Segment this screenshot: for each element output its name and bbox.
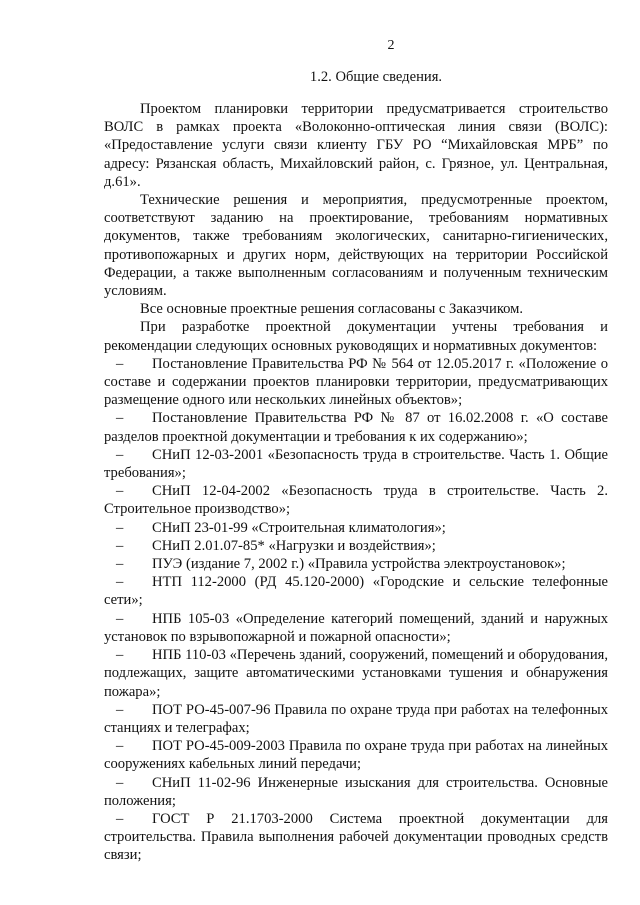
- list-item-text: НТП 112-2000 (РД 45.120-2000) «Городские и сельские телефонные сети»;: [104, 574, 608, 609]
- list-item-text: СНиП 23-01-99 «Строительная климатология»;: [152, 519, 446, 536]
- paragraph-regulations-intro: При разработке проектной документации учтены требования и рекомендации следующих основных руководящих и нормативных документов:: [104, 319, 608, 354]
- dash-marker: –: [116, 519, 124, 536]
- list-item: [104, 555, 608, 573]
- list-item-text: СНиП 11-02-96 Инженерные изыскания для строительства. Основные положения;: [104, 774, 608, 809]
- list-item: [104, 810, 608, 865]
- list-item-text: Постановление Правительства РФ № 87 от 16.02.2008 г. «О составе разделов проектной документации и требования к их содержанию»;: [104, 410, 608, 445]
- paragraph-customer-approval: Все основные проектные решения согласованы с Заказчиком.: [140, 301, 524, 318]
- dash-marker: –: [116, 647, 124, 664]
- section-heading: 1.2. Общие сведения.: [309, 69, 443, 85]
- list-item: [104, 482, 608, 518]
- paragraph-technical-solutions: Технические решения и мероприятия, предусмотренные проектом, соответствуют заданию на проектирование, требованиям нормативных документов, также требованиям экологических, санитарно-гигиенических, противопожарных и других норм, действующих на территории Российской Федерации, а также выполненным согласованиям и полученным техническим условиям.: [104, 192, 608, 300]
- dash-marker: –: [116, 355, 124, 372]
- regulations-list: [104, 355, 608, 865]
- list-item-text: СНиП 12-03-2001 «Безопасность труда в строительстве. Часть 1. Общие требования»;: [104, 446, 608, 482]
- list-item: [104, 646, 608, 701]
- dash-marker: –: [116, 610, 124, 627]
- dash-marker: –: [116, 446, 124, 463]
- list-item: [104, 355, 608, 410]
- list-item-text: ПУЭ (издание 7, 2002 г.) «Правила устройства электроустановок»;: [152, 556, 566, 573]
- list-item: [104, 409, 608, 445]
- paragraph-project-scope: Проектом планировки территории предусматривается строительство ВОЛС в рамках проекта «Волоконно-оптическая линия связи (ВОЛС): «Предоставление услуги связи клиенту ГБУ РО “Михайловская МРБ” по адресу: Рязанская область, Михайловский район, с. Грязное, ул. Центральная, д.61».: [104, 101, 608, 190]
- dash-marker: –: [116, 810, 124, 827]
- list-item-text: ПОТ РО-45-007-96 Правила по охране труда при работах на телефонных станциях и телеграфах;: [104, 701, 608, 736]
- list-item: [104, 446, 608, 482]
- list-item: [104, 701, 608, 737]
- dash-marker: –: [116, 774, 124, 791]
- dash-marker: –: [116, 574, 124, 591]
- list-item: [104, 610, 608, 646]
- dash-marker: –: [116, 556, 124, 573]
- list-item-text: СНиП 12-04-2002 «Безопасность труда в строительстве. Часть 2. Строительное производство»;: [104, 483, 608, 518]
- dash-marker: –: [116, 410, 124, 427]
- list-item-text: СНиП 2.01.07-85* «Нагрузки и воздействия»;: [152, 537, 436, 554]
- list-item: [104, 519, 608, 537]
- dash-marker: –: [116, 738, 124, 755]
- dash-marker: –: [116, 483, 124, 500]
- list-item: [104, 573, 608, 609]
- dash-marker: –: [116, 701, 124, 718]
- list-item: [104, 737, 608, 773]
- list-item-text: НПБ 105-03 «Определение категорий помещений, зданий и наружных установок по взрывопожарной и пожарной опасности»;: [104, 610, 608, 645]
- list-item-text: ГОСТ Р 21.1703-2000 Система проектной документации для строительства. Правила выполнения рабочей документации проводных средств связи;: [104, 810, 608, 864]
- list-item-text: Постановление Правительства РФ № 564 от 12.05.2017 г. «Положение о составе и содержании проектов планировки территории, предусматривающих размещение одного или нескольких линейных объектов»;: [104, 355, 608, 409]
- page-number: 2: [387, 38, 395, 53]
- dash-marker: –: [116, 537, 124, 554]
- list-item-text: НПБ 110-03 «Перечень зданий, сооружений, помещений и оборудования, подлежащих, защите автоматическими установками тушения и обнаружения пожара»;: [104, 647, 608, 700]
- list-item-text: ПОТ РО-45-009-2003 Правила по охране труда при работах на линейных сооружениях кабельных линий передачи;: [104, 738, 608, 773]
- list-item: [104, 774, 608, 810]
- list-item: [104, 537, 608, 555]
